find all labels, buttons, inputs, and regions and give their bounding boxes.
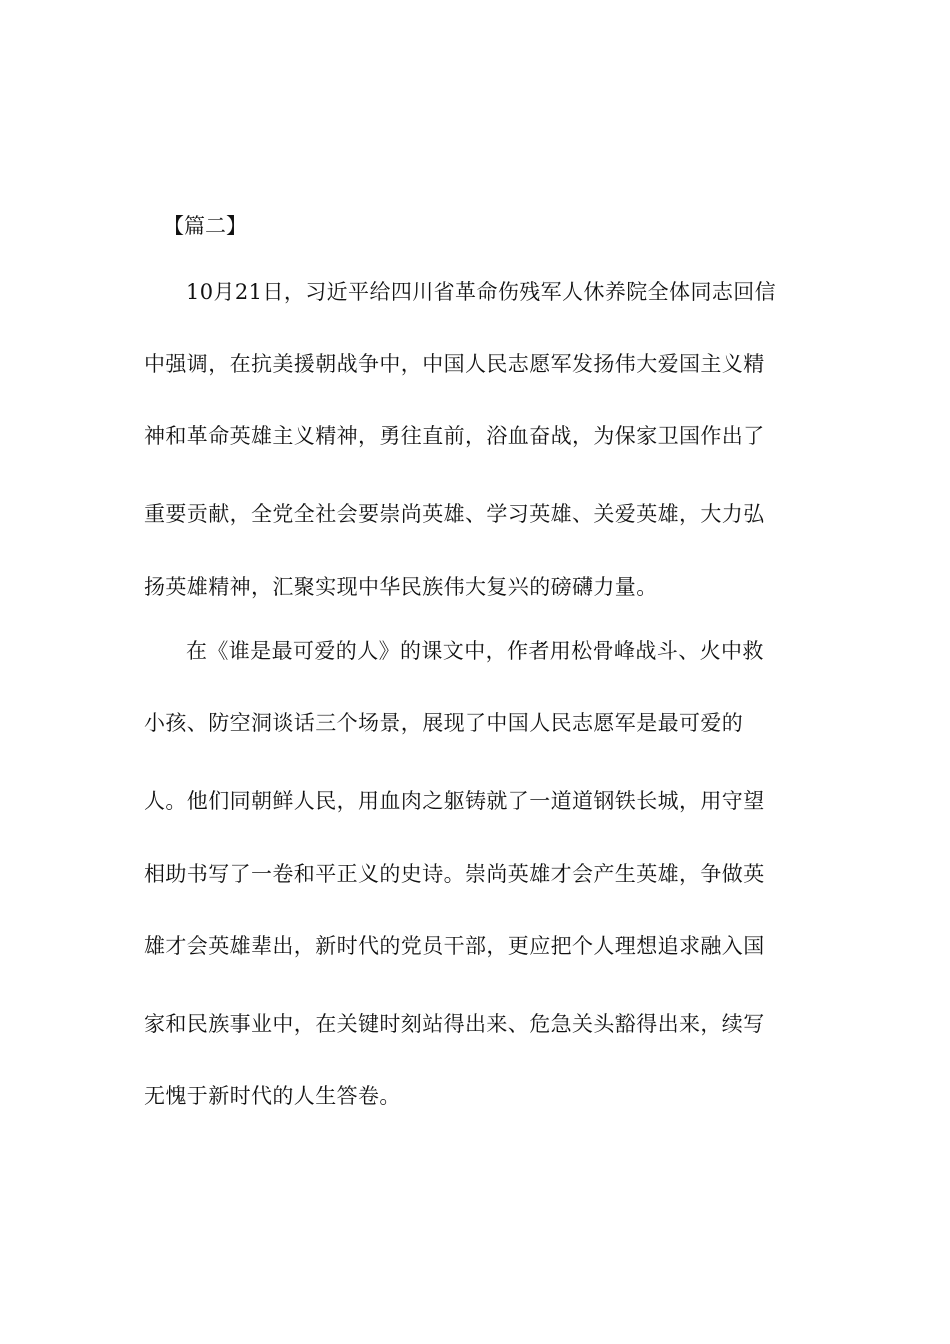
paragraph-line: 人。他们同朝鲜人民，用血肉之躯铸就了一道道钢铁长城，用守望: [144, 789, 765, 813]
paragraph-line: 雄才会英雄辈出，新时代的党员干部，更应把个人理想追求融入国: [144, 934, 765, 958]
paragraph-line: 在《谁是最可爱的人》的课文中，作者用松骨峰战斗、火中救: [186, 639, 764, 663]
paragraph-line: 10月21日，习近平给四川省革命伤残军人休养院全体同志回信: [186, 280, 777, 304]
paragraph-line: 无愧于新时代的人生答卷。: [144, 1084, 401, 1108]
paragraph-line: 扬英雄精神，汇聚实现中华民族伟大复兴的磅礴力量。: [144, 575, 658, 599]
paragraph-line: 中强调，在抗美援朝战争中，中国人民志愿军发扬伟大爱国主义精: [144, 352, 765, 376]
paragraph-line: 家和民族事业中，在关键时刻站得出来、危急关头豁得出来，续写: [144, 1012, 765, 1036]
paragraph-line: 小孩、防空洞谈话三个场景，展现了中国人民志愿军是最可爱的: [144, 711, 744, 735]
paragraph-line: 神和革命英雄主义精神，勇往直前，浴血奋战，为保家卫国作出了: [144, 424, 765, 448]
section-heading: 【篇二】: [163, 214, 247, 238]
paragraph-line: 重要贡献，全党全社会要崇尚英雄、学习英雄、关爱英雄，大力弘: [144, 502, 765, 526]
paragraph-line: 相助书写了一卷和平正义的史诗。崇尚英雄才会产生英雄，争做英: [144, 862, 765, 886]
